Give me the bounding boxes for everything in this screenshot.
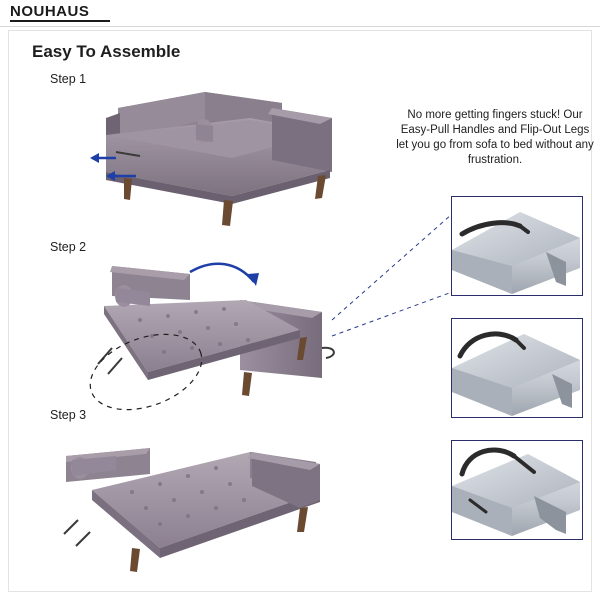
- brand-logo: NOUHAUS: [10, 3, 90, 20]
- page-title: Easy To Assemble: [32, 42, 181, 61]
- brand-bar: [0, 0, 600, 27]
- step-1-label: Step 1: [50, 72, 87, 86]
- callout-handle-closeup-2: [451, 318, 583, 418]
- callout-handle-closeup-1: [451, 196, 583, 296]
- brand-underline: [10, 20, 110, 22]
- feature-blurb: No more getting fingers stuck! Our Easy-Pull Handles and Flip-Out Legs let you go from sofa to bed without any frustration.: [396, 109, 594, 166]
- step-3-label: Step 3: [50, 408, 87, 422]
- callout-handle-closeup-3: [451, 440, 583, 540]
- step-2-label: Step 2: [50, 240, 87, 254]
